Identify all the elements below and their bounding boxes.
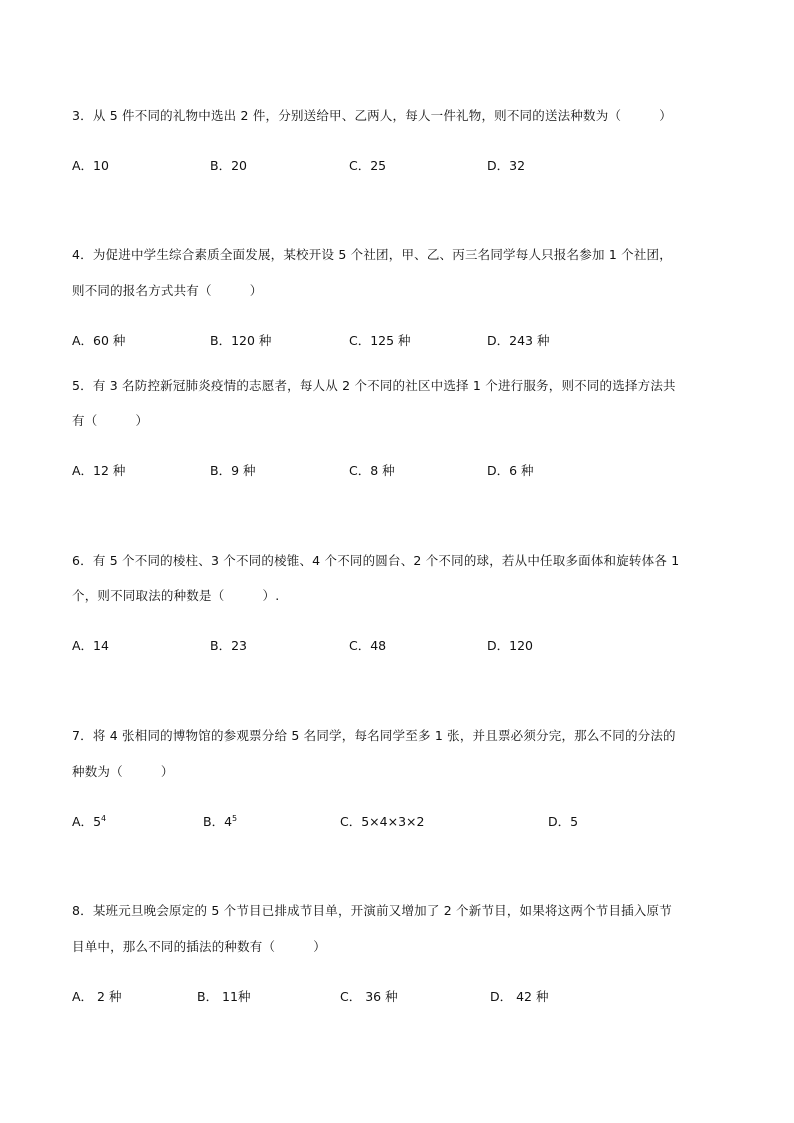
option-d: D．5 [548, 814, 579, 829]
option-b: B． 11种 [197, 989, 251, 1004]
option-a: A．12 种 [72, 463, 126, 478]
option-a [72, 814, 106, 830]
option-prefix: B． [203, 814, 225, 829]
option-c: C．125 种 [349, 333, 411, 348]
option-a: A．14 [72, 638, 109, 653]
option-d: D．120 [487, 638, 533, 653]
option-a: A．60 种 [72, 333, 126, 348]
question-stem-line: 种数为（ ） [72, 764, 174, 779]
question-stem-line: 6．有 5 个不同的棱柱、3 个不同的棱锥、4 个不同的圆台、2 个不同的球，若从中任取多面体和旋转体各 1 [72, 553, 680, 568]
option-b: B．20 [210, 158, 247, 173]
option-d: D． 42 种 [490, 989, 549, 1004]
option-b [203, 814, 237, 830]
power-exponent: 4 [101, 814, 107, 823]
option-d: D．32 [487, 158, 526, 173]
question-stem-line: 目单中，那么不同的插法的种数有（ ） [72, 939, 327, 954]
question-stem-line: 3．从 5 件不同的礼物中选出 2 件，分别送给甲、乙两人，每人一件礼物，则不同的送法种数为（ ） [72, 108, 672, 123]
question-stem-line: 有（ ） [72, 413, 149, 428]
question-stem-line: 8．某班元旦晚会原定的 5 个节目已排成节目单，开演前又增加了 2 个新节目，如果将这两个节目插入原节 [72, 903, 672, 918]
option-b: B．120 种 [210, 333, 272, 348]
question-stem-line: 4．为促进中学生综合素质全面发展，某校开设 5 个社团，甲、乙、丙三名同学每人只报名参加 1 个社团， [72, 247, 672, 262]
power-exponent: 5 [232, 814, 238, 823]
power-base: 5 [93, 814, 102, 829]
question-stem-line: 7．将 4 张相同的博物馆的参观票分给 5 名同学，每名同学至多 1 张，并且票必须分完，那么不同的分法的 [72, 728, 676, 743]
option-c: C．25 [349, 158, 387, 173]
option-d: D．243 种 [487, 333, 550, 348]
option-d: D．6 种 [487, 463, 534, 478]
option-b: B．9 种 [210, 463, 256, 478]
question-stem-line: 个，则不同取法的种数是（ ）. [72, 588, 280, 603]
option-c: C．48 [349, 638, 387, 653]
option-c: C．8 种 [349, 463, 395, 478]
question-stem-line: 则不同的报名方式共有（ ） [72, 283, 263, 298]
option-b: B．23 [210, 638, 247, 653]
option-prefix: A． [72, 814, 94, 829]
option-a: A． 2 种 [72, 989, 122, 1004]
option-c: C．5×4×3×2 [340, 814, 425, 829]
option-c: C． 36 种 [340, 989, 398, 1004]
power-base: 4 [224, 814, 233, 829]
question-stem-line: 5．有 3 名防控新冠肺炎疫情的志愿者，每人从 2 个不同的社区中选择 1 个进行服务，则不同的选择方法共 [72, 378, 676, 393]
option-a: A．10 [72, 158, 109, 173]
